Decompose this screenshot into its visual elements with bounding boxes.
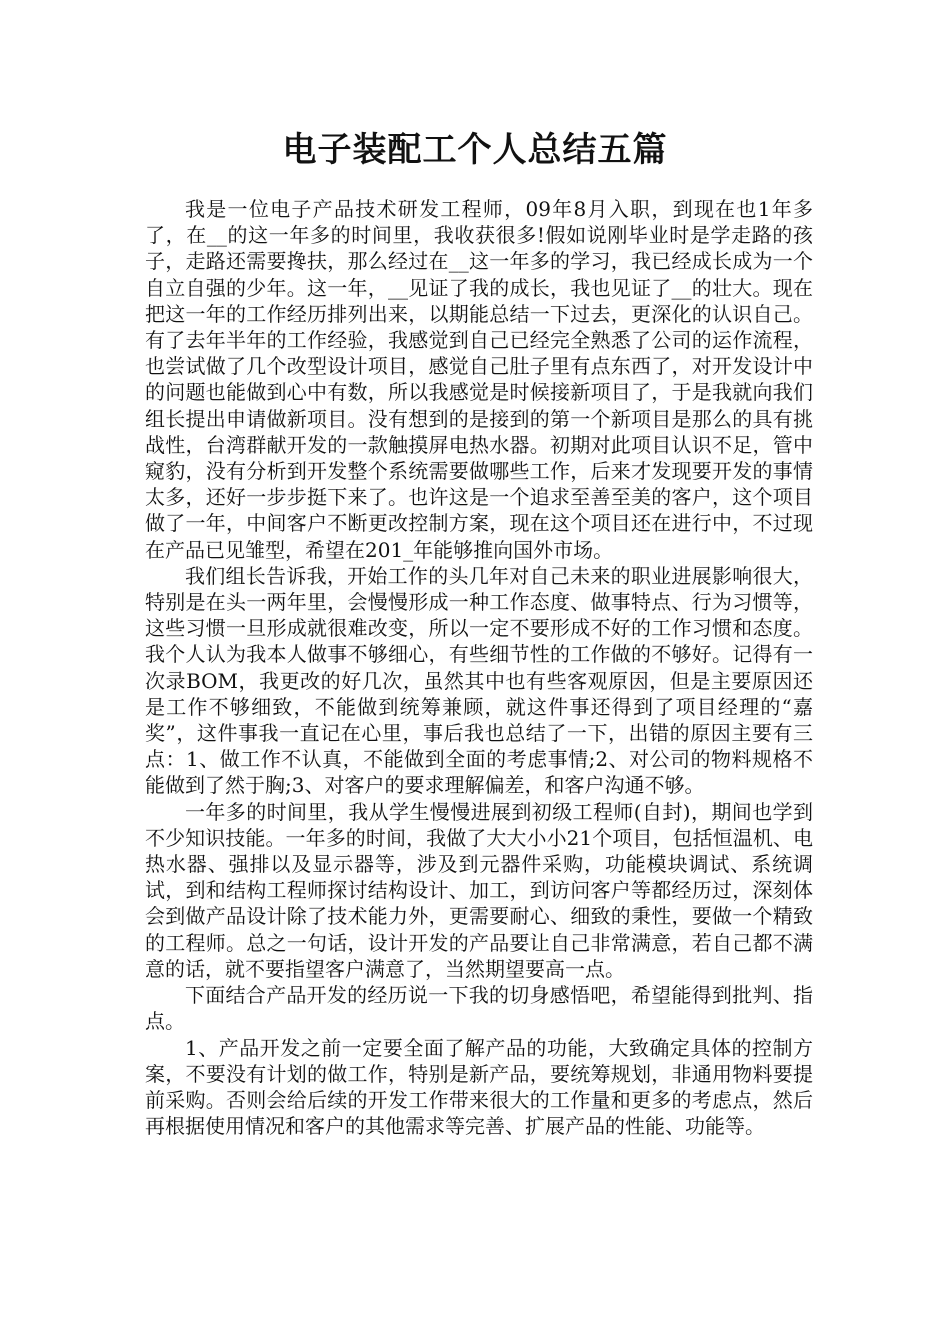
- document-title: 电子装配工个人总结五篇: [282, 130, 668, 170]
- document-body: [145, 196, 813, 1139]
- paragraph: 一年多的时间里，我从学生慢慢进展到初级工程师(自封)，期间也学到不少知识技能。一年多的时间，我做了大大小小21个项目，包括恒温机、电热水器、强排以及显示器等，涉及到元器件采购，功能模块调试、系统调试，到和结构工程师探讨结构设计、加工，到访问客户等都经历过，深刻体会到做产品设计除了技术能力外，更需要耐心、细致的秉性，要做一个精致的工程师。总之一句话，设计开发的产品要让自己非常满意，若自己都不满意的话，就不要指望客户满意了，当然期望要高一点。: [145, 799, 813, 981]
- paragraph: 我是一位电子产品技术研发工程师，09年8月入职，到现在也1年多了，在__的这一年多的时间里，我收获很多!假如说刚毕业时是学走路的孩子，走路还需要搀扶，那么经过在__这一年多的学习，我已经成长成为一个自立自强的少年。这一年，__见证了我的成长，我也见证了__的壮大。现在把这一年的工作经历排列出来，以期能总结一下过去，更深化的认识自己。有了去年半年的工作经验，我感觉到自己已经完全熟悉了公司的运作流程，也尝试做了几个改型设计项目，感觉自己肚子里有点东西了，对开发设计中的问题也能做到心中有数，所以我感觉是时候接新项目了，于是我就向我们组长提出申请做新项目。没有想到的是接到的第一个新项目是那么的具有挑战性，台湾群献开发的一款触摸屏电热水器。初期对此项目认识不足，管中窥豹，没有分析到开发整个系统需要做哪些工作，后来才发现要开发的事情太多，还好一步步挺下来了。也许这是一个追求至善至美的客户，这个项目做了一年，中间客户不断更改控制方案，现在这个项目还在进行中，不过现在产品已见雏型，希望在201_年能够推向国外市场。: [145, 197, 813, 562]
- paragraph: 我们组长告诉我，开始工作的头几年对自己未来的职业进展影响很大，特别是在头一两年里，会慢慢形成一种工作态度、做事特点、行为习惯等，这些习惯一旦形成就很难改变，所以一定不要形成不好的工作习惯和态度。我个人认为我本人做事不够细心，有些细节性的工作做的不够好。记得有一次录BOM，我更改的好几次，虽然其中也有些客观原因，但是主要原因还是工作不够细致，不能做到统筹兼顾，就这件事还得到了项目经理的“嘉奖”，这件事我一直记在心里，事后我也总结了一下，出错的原因主要有三点：1、做工作不认真，不能做到全面的考虑事情;2、对公司的物料规格不能做到了然于胸;3、对客户的要求理解偏差，和客户沟通不够。: [145, 563, 813, 798]
- paragraph: 1、产品开发之前一定要全面了解产品的功能，大致确定具体的控制方案，不要没有计划的做工作，特别是新产品，要统筹规划，非通用物料要提前采购。否则会给后续的开发工作带来很大的工作量和更多的考虑点，然后再根据使用情况和客户的其他需求等完善、扩展产品的性能、功能等。: [145, 1035, 813, 1139]
- paragraph: 下面结合产品开发的经历说一下我的切身感悟吧，希望能得到批判、指点。: [145, 983, 813, 1034]
